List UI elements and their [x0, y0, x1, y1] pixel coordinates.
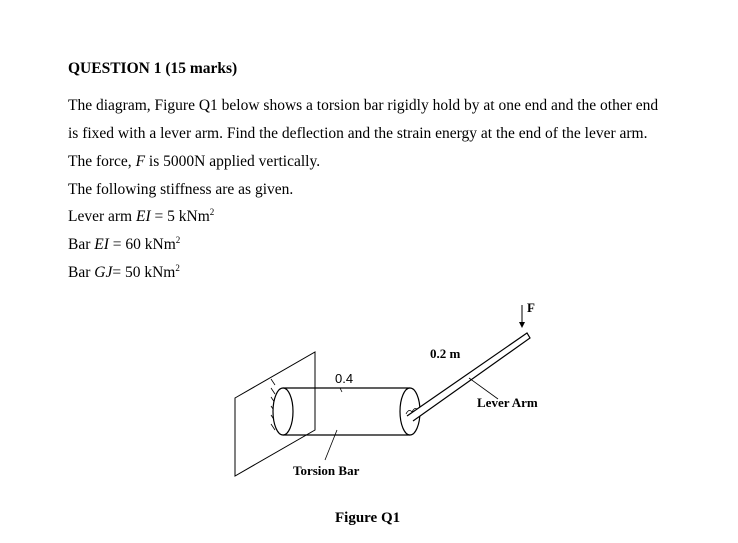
bar-length-label: 0.4 [335, 371, 354, 386]
bar-ei-stiffness [68, 236, 180, 254]
question-line-1: The diagram, Figure Q1 below shows a torsion bar rigidly hold by at one end and the other end [68, 97, 659, 114]
figure-caption: Figure Q1 [335, 510, 401, 526]
question-line-2: is fixed with a lever arm. Find the deflection and the strain energy at the end of the lever arm. [68, 125, 648, 142]
gj-value: = 50 kNm [112, 264, 176, 281]
force-text-b: is 5000N applied vertically. [145, 153, 321, 170]
question-line-4: The following stiffness are as given. [68, 181, 294, 198]
gj-prefix: Bar [68, 264, 95, 281]
torsion-bar-label: Torsion Bar [293, 463, 360, 478]
force-label: F [527, 300, 535, 315]
lever-arm-stiffness [68, 208, 214, 226]
force-variable: F [135, 153, 146, 170]
question-line-3 [68, 153, 320, 171]
question-title: QUESTION 1 (15 marks) [68, 60, 238, 77]
force-text-a: The force, [68, 153, 136, 170]
torsion-bar-figure [225, 290, 575, 495]
gj-exponent: 2 [175, 263, 180, 273]
bar-prefix: Bar [68, 236, 95, 253]
torsion-bar-body [283, 388, 410, 435]
lever-prefix: Lever arm [68, 208, 136, 225]
lever-arm-label: Lever Arm [477, 395, 538, 410]
lever-variable: EI [136, 208, 151, 225]
force-arrowhead [519, 322, 525, 328]
gj-variable: GJ [94, 264, 113, 281]
lever-exponent: 2 [209, 207, 215, 217]
bar-gj-stiffness [68, 264, 180, 282]
bar-exponent: 2 [175, 235, 181, 245]
torsion-bar-fixed-end [273, 388, 293, 435]
bar-variable: EI [94, 236, 109, 253]
bar-value: = 60 kNm [108, 236, 176, 253]
lever-value: = 5 kNm [150, 208, 210, 225]
lever-length-label: 0.2 m [430, 346, 461, 361]
bar-length-leader [340, 388, 342, 392]
